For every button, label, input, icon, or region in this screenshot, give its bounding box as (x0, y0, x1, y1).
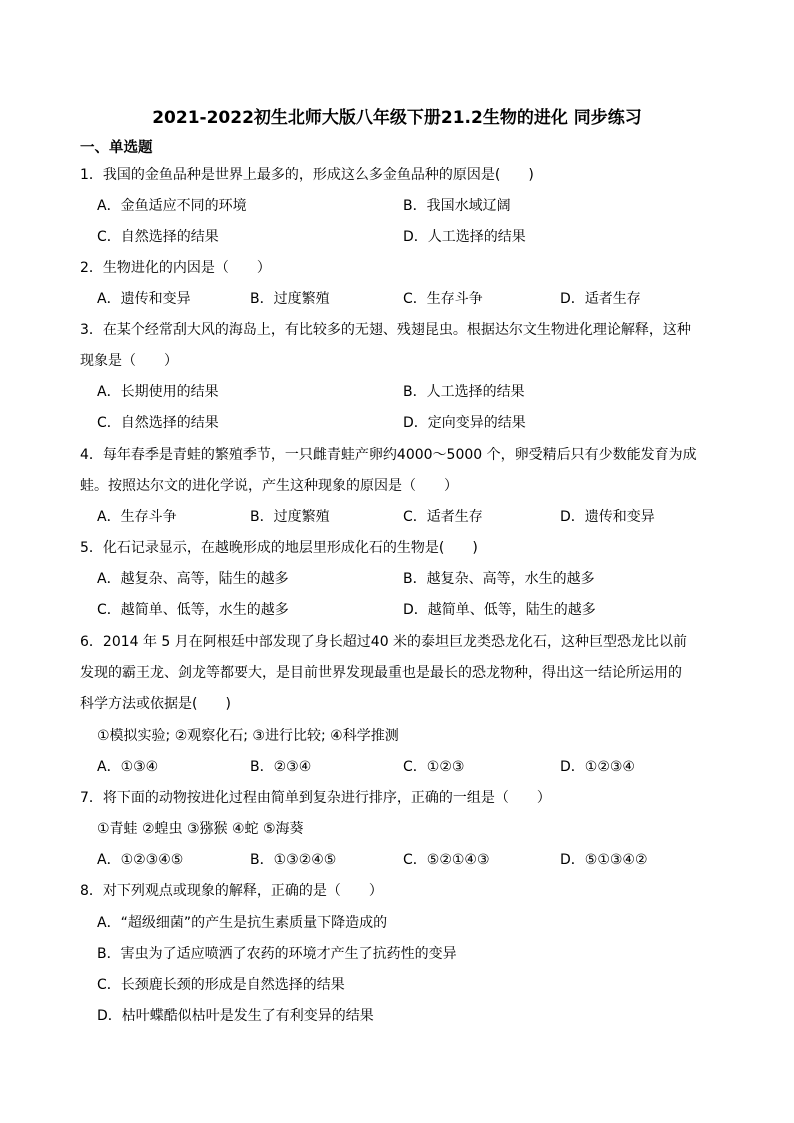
question-6-stem-cont-2: 科学方法或依据是( ) (80, 696, 231, 712)
question-4-stem-cont: 蛙。按照达尔文的进化学说，产生这种现象的原因是（ ） (80, 478, 458, 494)
question-1-option-d[interactable]: D．人工选择的结果 (403, 229, 526, 245)
question-1-option-c[interactable]: C．自然选择的结果 (97, 229, 219, 245)
question-4-option-b[interactable]: B．过度繁殖 (250, 509, 330, 525)
question-5-stem: 5．化石记录显示，在越晚形成的地层里形成化石的生物是( ) (80, 540, 478, 556)
question-3-option-d[interactable]: D．定向变异的结果 (403, 415, 526, 431)
question-1-option-b[interactable]: B．我国水域辽阔 (403, 198, 511, 214)
question-5-option-b[interactable]: B．越复杂、高等，水生的越多 (403, 571, 595, 587)
question-2-option-a[interactable]: A．遗传和变异 (97, 291, 191, 307)
question-3-stem-cont: 现象是（ ） (80, 353, 178, 369)
question-2-option-d[interactable]: D．适者生存 (560, 291, 641, 307)
question-7-option-a[interactable]: A．①②③④⑤ (97, 852, 184, 868)
question-7-option-b[interactable]: B．①③②④⑤ (250, 852, 337, 868)
section-heading: 一、单选题 (80, 140, 153, 156)
question-7-option-c[interactable]: C．⑤②①④③ (403, 852, 490, 868)
question-4-option-d[interactable]: D．遗传和变异 (560, 509, 655, 525)
question-6-stem: 6．2014 年 5 月在阿根廷中部发现了身长超过40 米的泰坦巨龙类恐龙化石，这种巨型恐龙比以前 (80, 634, 688, 650)
page-title: 2021-2022初生北师大版八年级下册21.2生物的进化 同步练习 (152, 108, 642, 128)
question-6-option-d[interactable]: D．①②③④ (560, 759, 635, 775)
question-8-option-b[interactable]: B．害虫为了适应喷洒了农药的环境才产生了抗药性的变异 (97, 946, 457, 962)
question-6-option-a[interactable]: A．①③④ (97, 759, 159, 775)
question-8-option-c[interactable]: C．长颈鹿长颈的形成是自然选择的结果 (97, 977, 345, 993)
question-1-stem: 1．我国的金鱼品种是世界上最多的，形成这么多金鱼品种的原因是( ) (80, 167, 534, 183)
question-7-option-d[interactable]: D．⑤①③④② (560, 852, 648, 868)
question-3-option-a[interactable]: A．长期使用的结果 (97, 384, 219, 400)
question-5-option-a[interactable]: A．越复杂、高等，陆生的越多 (97, 571, 289, 587)
question-8-option-a[interactable]: A．“超级细菌”的产生是抗生素质量下降造成的 (97, 915, 388, 931)
question-6-option-c[interactable]: C．①②③ (403, 759, 465, 775)
question-6-option-b[interactable]: B．②③④ (250, 759, 312, 775)
question-7-stem: 7．将下面的动物按进化过程由简单到复杂进行排序，正确的一组是（ ） (80, 790, 551, 806)
question-2-option-b[interactable]: B．过度繁殖 (250, 291, 330, 307)
question-5-option-c[interactable]: C．越简单、低等，水生的越多 (97, 602, 289, 618)
question-3-option-c[interactable]: C．自然选择的结果 (97, 415, 219, 431)
question-3-option-b[interactable]: B．人工选择的结果 (403, 384, 525, 400)
question-3-stem: 3．在某个经常刮大风的海岛上，有比较多的无翅、残翅昆虫。根据达尔文生物进化理论解释，这种 (80, 322, 691, 338)
question-4-option-c[interactable]: C．适者生存 (403, 509, 483, 525)
question-2-stem: 2．生物进化的内因是（ ） (80, 260, 271, 276)
question-8-option-d[interactable]: D．枯叶蝶酷似枯叶是发生了有利变异的结果 (97, 1008, 374, 1024)
question-1-option-a[interactable]: A．金鱼适应不同的环境 (97, 198, 247, 214)
question-5-option-d[interactable]: D．越简单、低等，陆生的越多 (403, 602, 596, 618)
question-4-stem: 4．每年春季是青蛙的繁殖季节，一只雌青蛙产卵约4000～5000 个，卵受精后只有少数能发育为成 (80, 447, 697, 463)
question-2-option-c[interactable]: C．生存斗争 (403, 291, 483, 307)
question-6-stem-cont-1: 发现的霸王龙、剑龙等都要大，是目前世界发现最重也是最长的恐龙物种，得出这一结论所运用的 (80, 665, 682, 681)
question-8-stem: 8．对下列观点或现象的解释，正确的是（ ） (80, 883, 383, 899)
question-7-animals: ①青蛙 ②蝗虫 ③猕猴 ④蛇 ⑤海葵 (97, 821, 304, 837)
question-6-statements: ①模拟实验; ②观察化石; ③进行比较; ④科学推测 (97, 728, 399, 744)
question-4-option-a[interactable]: A．生存斗争 (97, 509, 177, 525)
